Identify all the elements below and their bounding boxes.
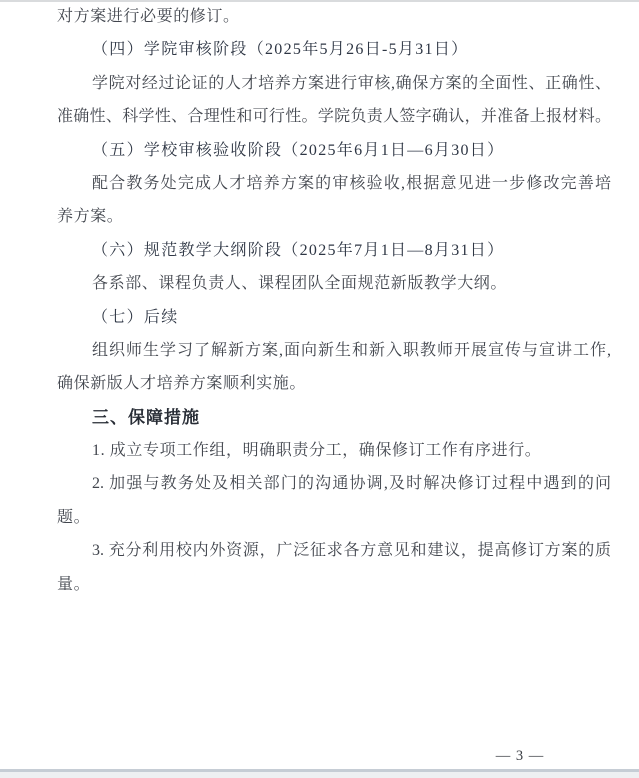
text-line: 养方案。 (57, 208, 124, 226)
text-line: 配合教务处完成人才培养方案的审核验收,根据意见进一步修改完善培 (92, 174, 611, 192)
text-line: 3. 充分利用校内外资源，广泛征求各方意见和建议，提高修订方案的质 (92, 542, 611, 560)
page-number: — 3 — (495, 748, 545, 764)
page-bottom-edge (0, 772, 639, 778)
text-line: 确保新版人才培养方案顺利实施。 (57, 375, 307, 393)
section-heading: （七）后续 (92, 308, 179, 326)
text-line: 组织师生学习了解新方案,面向新生和新入职教师开展宣传与宣讲工作, (92, 341, 611, 359)
text-line: 量。 (57, 575, 91, 593)
section-heading: （六）规范教学大纲阶段（2025年7月1日—8月31日） (92, 241, 505, 259)
document-body (57, 0, 611, 601)
text-line: 对方案进行必要的修订。 (57, 8, 240, 25)
text-line: 1. 成立专项工作组，明确职责分工，确保修订工作有序进行。 (92, 442, 542, 460)
section-subhead: 三、保障措施 (92, 407, 200, 427)
section-heading: （四）学院审核阶段（2025年5月26日-5月31日） (92, 41, 469, 59)
section-heading: （五）学校审核验收阶段（2025年6月1日—6月30日） (92, 141, 505, 159)
text-line: 各系部、课程负责人、课程团队全面规范新版教学大纲。 (92, 275, 508, 293)
text-line: 准确性、科学性、合理性和可行性。学院负责人签字确认，并准备上报材料。 (57, 108, 611, 126)
text-line: 2. 加强与教务处及相关部门的沟通协调,及时解决修订过程中遇到的问 (92, 475, 611, 493)
text-line: 题。 (57, 508, 91, 526)
text-line: 学院对经过论证的人才培养方案进行审核,确保方案的全面性、正确性、 (92, 74, 611, 92)
